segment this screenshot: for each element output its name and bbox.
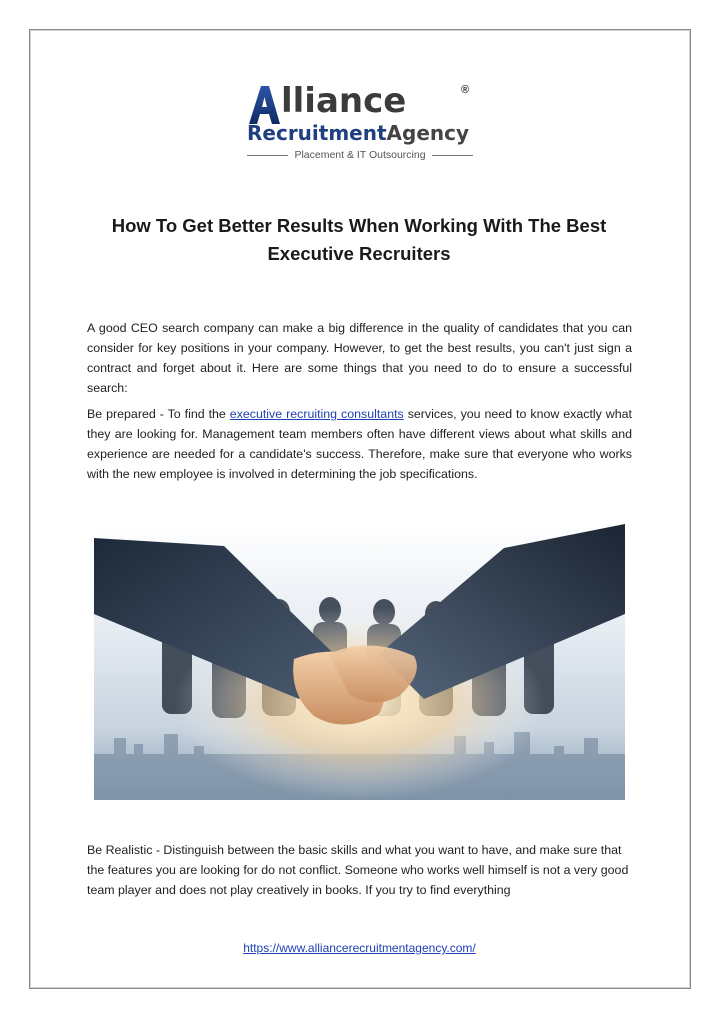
footer-website-link[interactable]: https://www.alliancerecruitmentagency.com/ bbox=[243, 941, 476, 955]
handshake-image bbox=[94, 524, 625, 800]
registered-mark: ® bbox=[461, 84, 470, 96]
logo-word-agency: Agency bbox=[386, 121, 470, 145]
logo-word-alliance: lliance bbox=[281, 81, 407, 121]
paragraph-text: services, you need to know exactly what they are looking for. Management team members often have different views about what skills and experience are needed for a candidate's success. Therefore, make sure that everyone who works with the new employee is involved in determining the job specifications. bbox=[87, 407, 632, 481]
handshake-illustration bbox=[94, 524, 625, 800]
company-logo bbox=[245, 80, 475, 166]
executive-recruiting-link[interactable]: executive recruiting consultants bbox=[229, 407, 404, 421]
divider bbox=[432, 155, 473, 156]
paragraph-be-prepared bbox=[87, 404, 632, 484]
logo-word-recruitment-agency bbox=[247, 122, 469, 144]
article-title: How To Get Better Results When Working With The Best Executive Recruiters bbox=[111, 215, 607, 264]
paragraph-intro: A good CEO search company can make a big difference in the quality of candidates that you can consider for key positions in your company. However, to get the best results, you can't just sign a contract and forget about it. Here are some things that you need to do to ensure a successful search: bbox=[87, 321, 632, 395]
logo-word-recruitment: Recruitment bbox=[247, 121, 387, 145]
paragraph-be-realistic: Be Realistic - Distinguish between the basic skills and what you want to have, and make sure that the features you are looking for do not conflict. Someone who works well himself is not a very good team player and does not play creatively in books. If you try to find everything bbox=[87, 843, 629, 897]
divider bbox=[247, 155, 288, 156]
logo-tagline bbox=[247, 149, 473, 161]
tagline-text: Placement & IT Outsourcing bbox=[294, 149, 426, 161]
paragraph-text: Be prepared - To find the bbox=[87, 407, 230, 421]
